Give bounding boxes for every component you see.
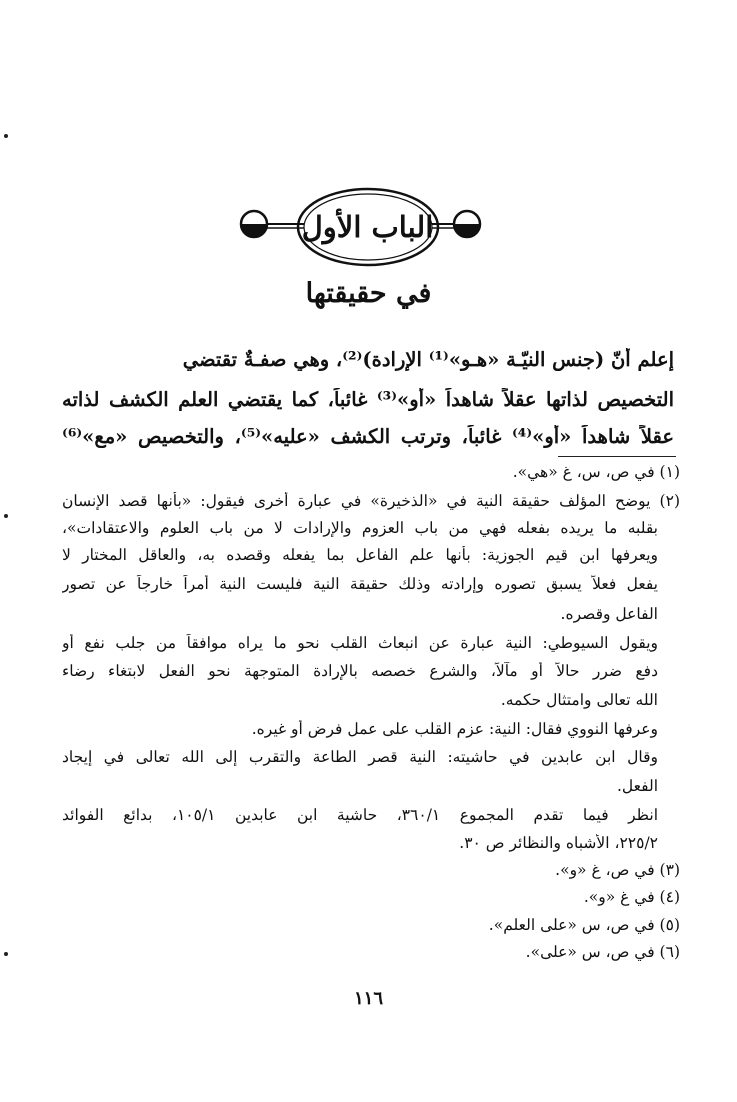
footnote-line: وعرفها النووي فقال: النية: عزم القلب على عمل فرض أو غيره. (251, 720, 658, 738)
footnote-line: (٣) في ص، غ «و». (555, 861, 680, 879)
footnote-line: (٢) يوضح المؤلف حقيقة النية في «الذخيرة» في عبارة أخرى فيقول: «بأنها قصد الإنسان (62, 492, 680, 510)
margin-mark (4, 134, 8, 138)
footnote-line: ويعرفها ابن قيم الجوزية: بأنها علم الفاعل بما يفعله وقصده به، والعاقل المختار لا (62, 546, 658, 564)
footnote-line: (١) في ص، س، غ «هي». (512, 463, 680, 481)
footnote-line: بقلبه ما يريده بفعله فهي من باب العزوم والإرادات لا من باب العلوم والاعتقادات»، (62, 519, 658, 537)
footnote-line: (٥) في ص، س «على العلم». (488, 916, 680, 934)
footnote-line: وقال ابن عابدين في حاشيته: النية قصر الطاعة والتقرب إلى الله تعالى في إيجاد (62, 748, 658, 766)
footnote-line: (٤) في غ «و». (583, 888, 680, 906)
footnote-line: دفع ضرر حالاً أو مآلاً، والشرع خصصه بالإرادة المتوجهة نحو الفعل لابتغاء رضاء (62, 662, 658, 680)
footnote-separator (558, 456, 676, 457)
bell-ornament-right-icon (432, 211, 480, 237)
footnote-line: يفعل فعلاً يسبق تصوره وإرادته وذلك حقيقة النية فليست النية أمراً خارجاً عن تصور (62, 575, 658, 593)
page-number: ١١٦ (353, 988, 383, 1009)
footnote-line: (٦) في ص، س «على». (525, 943, 680, 961)
footnote-line: الله تعالى وامتثال حكمه. (500, 691, 658, 709)
footnote-line: الفعل. (616, 777, 658, 795)
bell-ornament-left-icon (241, 211, 304, 237)
footnote-line: ٢٢٥/٢، الأشباه والنظائر ص ٣٠. (459, 834, 658, 852)
footnote-line: انظر فيما تقدم المجموع ٣٦٠/١، حاشية ابن عابدين ١٠٥/١، بدائع الفوائد (62, 806, 658, 824)
body-line: عقلاً شاهداً «أو»⁽⁴⁾ غائباً، وترتب الكشف «عليه»⁽⁵⁾، والتخصيص «مع»⁽⁶⁾ (62, 425, 674, 448)
chapter-subtitle: في حقيقتها (305, 278, 432, 309)
body-line: إعلم أنّ (جنس النيّـة «هـو»⁽¹⁾ الإرادة)⁽²⁾، وهي صفـةٌ تقتضي (182, 348, 674, 371)
margin-mark (4, 514, 8, 518)
footnote-line: الفاعل وقصره. (560, 605, 658, 623)
footnote-line: ويقول السيوطي: النية عبارة عن انبعاث القلب نحو ما يراه موافقاً من جلب نفع أو (62, 634, 658, 652)
chapter-title: الباب الأول (301, 210, 434, 244)
body-line: التخصيص لذاتها عقلاً شاهداً «أو»⁽³⁾ غائباً، كما يقتضي العلم الكشف لذاته (62, 388, 674, 411)
margin-mark (4, 952, 8, 956)
